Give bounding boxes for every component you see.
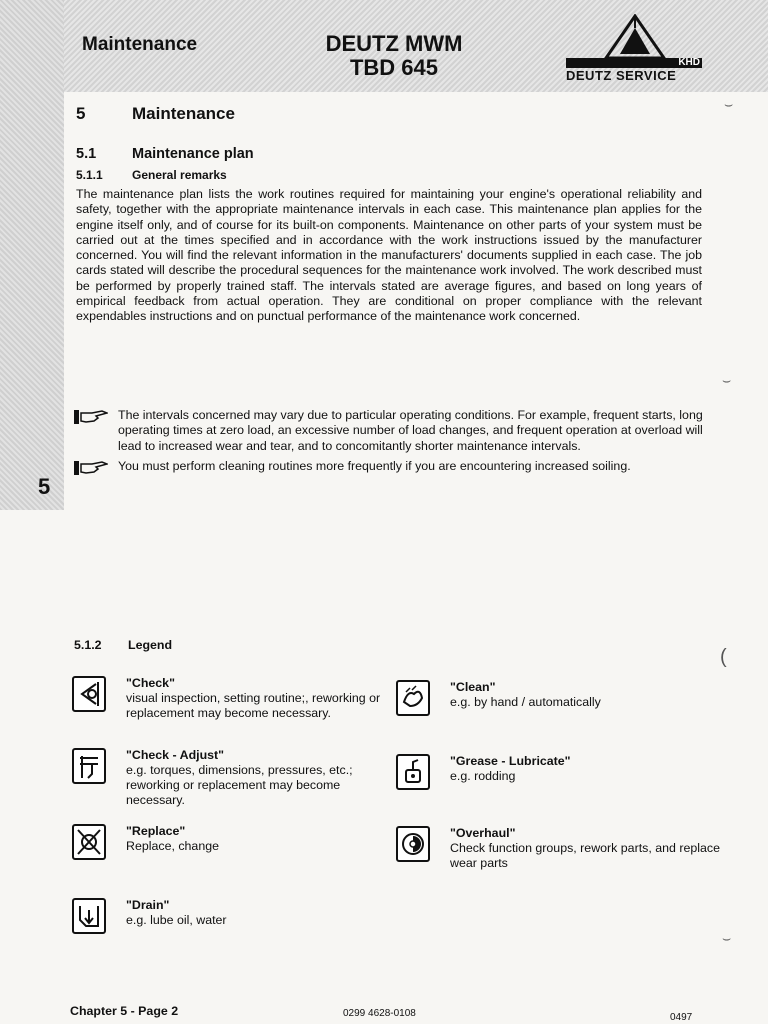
pointing-hand-icon [74,460,108,476]
legend-item-replace [72,824,402,864]
legend-item-desc: e.g. rodding [450,769,516,783]
legend-item-desc: visual inspection, setting routine;, reworking or replacement may become necessary. [126,691,381,720]
header-title: Maintenance [82,34,198,55]
binder-hole-mark: ⌣ [722,372,732,388]
grease-can-icon [396,754,430,790]
replace-crossed-icon [72,824,106,860]
legend-item-title: "Drain" [126,898,170,912]
legend-item-check-adjust [72,748,402,808]
legend-item-drain [72,898,402,938]
clean-hand-icon [396,680,430,716]
overhaul-gear-icon [396,826,430,862]
binder-hole-mark: ( [720,646,727,668]
footer-doc-number: 0299 4628-0108 [343,1008,416,1019]
legend-item-overhaul [396,826,720,876]
legend-item-title: "Grease - Lubricate" [450,754,571,768]
legend-item-desc: e.g. torques, dimensions, pressures, etc.; reworking or replacement may become necessary. [126,763,353,807]
legend-title: Legend [128,638,173,652]
legend-item-title: "Check - Adjust" [126,748,225,762]
header-brand [314,32,474,80]
legend-number: 5.1.2 [74,638,102,652]
drain-arrow-icon [72,898,106,934]
note-text: You must perform cleaning routines more frequently if you are encountering increased soiling. [118,459,631,473]
subsection-title: General remarks [132,168,227,182]
subsection-number: 5.1.1 [76,168,103,182]
general-remarks-paragraph: The maintenance plan lists the work routines required for maintaining your engine's operational reliability and safety, together with the appropriate maintenance intervals in each case. This maintenance plan applies for the engine itself only, and of course for its built-on components. Maintenance on other parts of your system must be carried out at the times specified and in accordance with the work instructions issued by the manufacturer concerned. You will find the relevant information in the manufacturers' documents supplied in each case. The job cards stated will describe the procedural sequences for the maintenance work involved. The work described must be performed by properly trained staff. The intervals stated are average figures, and based on long years of empirical feedback from actual operation. They are conditional on proper compliance with the relevant expendables instructions and on punctual performance of the maintenance work concerned. [76,187,702,324]
logo-text: DEUTZ SERVICE [566,68,677,83]
chapter-title: Maintenance [132,104,235,123]
binder-hole-mark: ⌣ [722,930,732,946]
legend-item-desc: Check function groups, rework parts, and replace wear parts [450,841,720,870]
pointing-hand-icon [74,409,108,425]
legend-item-title: "Check" [126,676,175,690]
legend-item-check [72,676,402,736]
legend-item-grease [396,754,716,794]
legend-item-title: "Overhaul" [450,826,516,840]
logo-bar: KHD [566,58,702,68]
side-margin-strip [0,0,64,510]
legend-item-desc: e.g. by hand / automatically [450,695,601,709]
khd-triangle-logo-icon [600,14,670,58]
brand-line-2: TBD 645 [349,55,439,80]
side-chapter-tab: 5 [38,474,51,499]
note-text: The intervals concerned may vary due to particular operating conditions. For example, frequent starts, long operating times at zero load, an excessive number of load changes, and frequent operation at overload will lead to increased wear and tear, and to concomitantly shorter maintenance intervals. [118,408,703,453]
check-eye-icon [72,676,106,712]
binder-hole-mark: ⌣ [724,96,734,112]
legend-item-title: "Replace" [126,824,186,838]
section-number: 5.1 [76,146,97,162]
legend-item-desc: e.g. lube oil, water [126,913,227,927]
legend-item-clean [396,680,716,720]
footer-chapter-page: Chapter 5 - Page 2 [70,1004,179,1018]
legend-item-title: "Clean" [450,680,496,694]
brand-line-1: DEUTZ MWM [325,31,463,56]
check-adjust-caliper-icon [72,748,106,784]
legend-item-desc: Replace, change [126,839,219,853]
chapter-number: 5 [76,104,86,123]
deutz-service-logo [566,14,702,84]
footer-date-code: 0497 [670,1012,693,1023]
section-title: Maintenance plan [132,146,254,162]
